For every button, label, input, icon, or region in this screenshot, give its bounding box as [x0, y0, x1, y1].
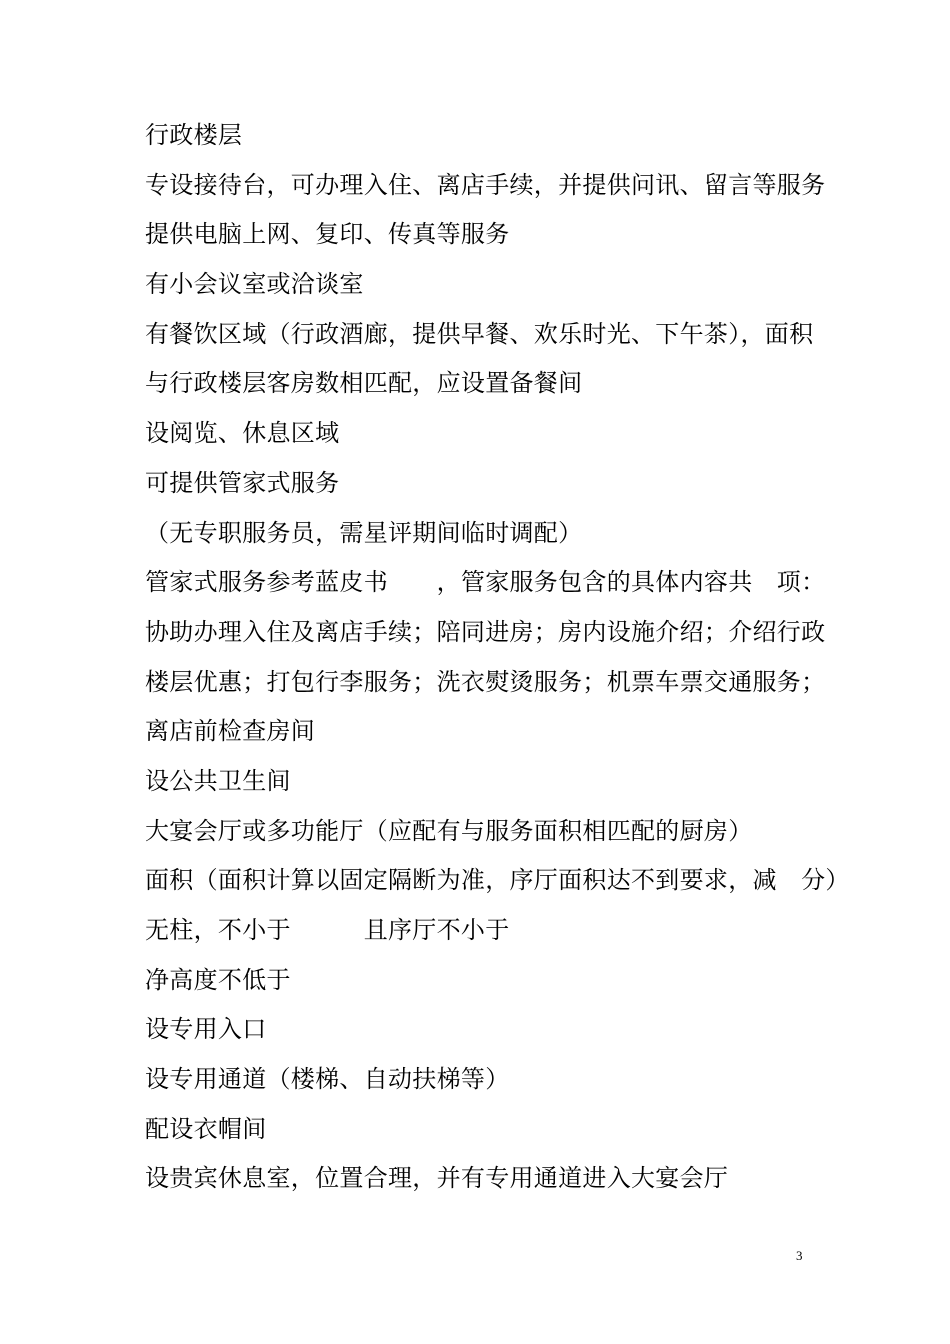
- text-line: 有餐饮区域（行政酒廊，提供早餐、欢乐时光、下午茶），面积: [145, 319, 814, 348]
- text-line: 无柱，不小于 且序厅不小于: [145, 916, 510, 944]
- text-line: 设阅览、休息区域: [145, 419, 340, 448]
- text-line: 离店前检查房间: [145, 717, 316, 746]
- text-line: 净高度不低于: [145, 965, 291, 994]
- text-line: 设专用通道（楼梯、自动扶梯等）: [145, 1065, 510, 1094]
- text-line: 提供电脑上网、复印、传真等服务: [145, 220, 510, 249]
- text-line: 专设接待台，可办理入住、离店手续，并提供问讯、留言等服务: [145, 170, 826, 199]
- text-line: 有小会议室或洽谈室: [145, 270, 364, 299]
- text-line: 设公共卫生间: [145, 766, 291, 795]
- page-number: 3: [796, 1248, 803, 1263]
- text-line: 大宴会厅或多功能厅（应配有与服务面积相匹配的厨房）: [145, 816, 753, 845]
- text-line: 设贵宾休息室，位置合理，并有专用通道进入大宴会厅: [145, 1164, 729, 1193]
- text-line: 设专用入口: [145, 1015, 267, 1044]
- text-line: 协助办理入住及离店手续；陪同进房；房内设施介绍；介绍行政: [145, 617, 826, 646]
- text-line: （无专职服务员，需星评期间临时调配）: [145, 518, 583, 547]
- document-body: [145, 111, 850, 1204]
- text-line: 行政楼层: [145, 121, 243, 149]
- text-line: 楼层优惠；打包行李服务；洗衣熨烫服务；机票车票交通服务；: [145, 667, 826, 696]
- text-line: 面积（面积计算以固定隔断为准，序厅面积达不到要求，减 分）: [145, 866, 850, 895]
- text-line: 配设衣帽间: [145, 1114, 267, 1143]
- text-line: 与行政楼层客房数相匹配，应设置备餐间: [145, 369, 583, 398]
- text-line: 可提供管家式服务: [145, 468, 340, 497]
- text-line: 管家式服务参考蓝皮书 ，管家服务包含的具体内容共 项：: [145, 568, 826, 597]
